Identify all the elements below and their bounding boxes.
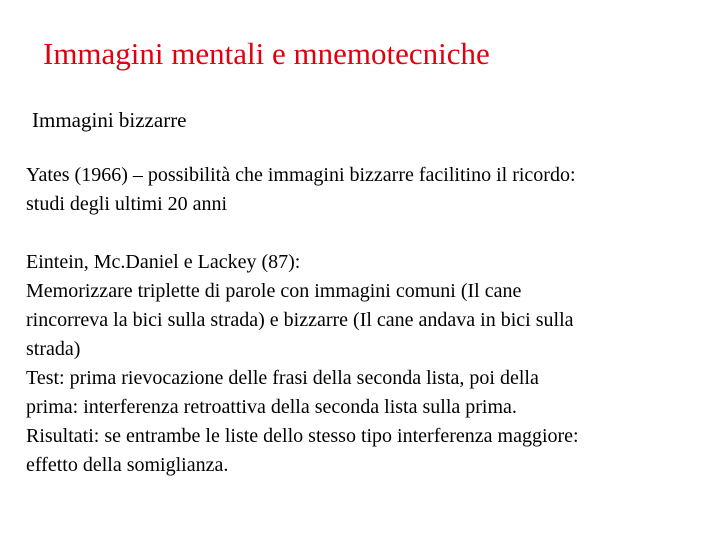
text-line: rincorreva la bici sulla strada) e bizzarre (Il cane andava in bici sulla	[26, 309, 574, 331]
paragraph-spacer	[26, 219, 696, 248]
paragraph-yates	[26, 161, 696, 219]
text-line: strada)	[26, 338, 81, 360]
slide-title: Immagini mentali e mnemotecniche	[43, 36, 490, 71]
text-line: Yates (1966) – possibilità che immagini bizzarre facilitino il ricordo:	[26, 164, 576, 186]
slide-body	[26, 161, 696, 480]
text-line: Test: prima rievocazione delle frasi della seconda lista, poi della	[26, 367, 539, 389]
text-line: studi degli ultimi 20 anni	[26, 193, 228, 215]
text-line: Risultati: se entrambe le liste dello stesso tipo interferenza maggiore:	[26, 425, 579, 447]
paragraph-einstein	[26, 248, 696, 480]
text-line: Eintein, Mc.Daniel e Lackey (87):	[26, 251, 301, 273]
slide-subtitle: Immagini bizzarre	[32, 108, 187, 132]
text-line: effetto della somiglianza.	[26, 454, 229, 476]
text-line: Memorizzare triplette di parole con immagini comuni (Il cane	[26, 280, 522, 302]
text-line: prima: interferenza retroattiva della seconda lista sulla prima.	[26, 396, 517, 418]
